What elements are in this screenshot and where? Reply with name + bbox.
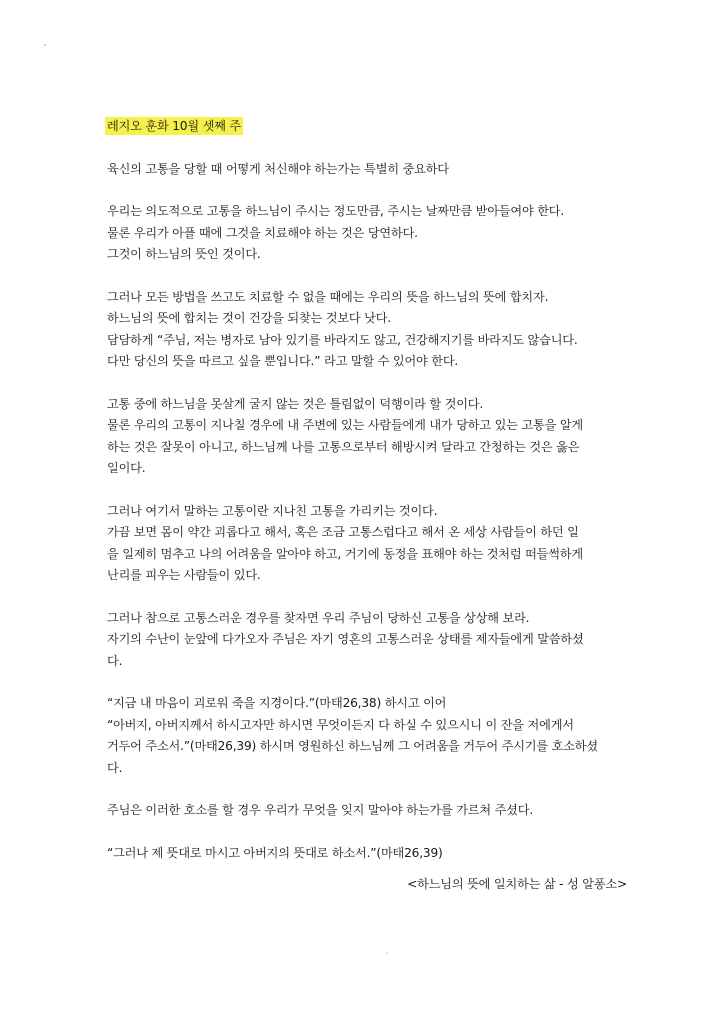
text-line: 거두어 주소서.”(마태26,39) 하시며 영원하신 하느님께 그 어려움을 거두어 주시기를 호소하셨 — [107, 739, 598, 753]
text-line: 을 일제히 멈추고 나의 어려움을 알아야 하고, 거기에 동정을 표해야 하는 것처럼 떠들썩하게 — [107, 546, 583, 561]
document-subtitle: 육신의 고통을 당할 때 어떻게 처신해야 하는가는 특별히 중요하다 — [107, 161, 449, 176]
text-line: 담담하게 “주님, 저는 병자로 남아 있기를 바라지도 않고, 건강해지기를 바라지도 않습니다. — [107, 332, 578, 347]
paragraph-8 — [107, 843, 627, 865]
scan-speck — [44, 44, 46, 46]
text-line: 우리는 의도적으로 고통을 하느님이 주시는 정도만큼, 주시는 날짜만큼 받아들여야 한다. — [107, 204, 565, 218]
text-line: 그러나 참으로 고통스러운 경우를 찾자면 우리 주님이 당하신 고통을 상상해 보라. — [107, 610, 530, 625]
paragraph-2 — [107, 287, 627, 373]
paragraph-7 — [107, 800, 627, 822]
paragraph-5 — [107, 608, 627, 673]
text-line: “아버지, 아버지께서 하시고자만 하시면 무엇이든지 다 하실 수 있으시니 이 잔을 저에게서 — [107, 717, 574, 732]
source-citation: <하느님의 뜻에 일치하는 삶 - 성 알퐁소> — [407, 877, 627, 891]
text-line: 가끔 보면 몸이 약간 괴롭다고 해서, 혹은 조금 고통스럽다고 해서 온 세상 사람들이 하던 일 — [107, 525, 579, 539]
text-line: 물론 우리가 아플 때에 그것을 치료해야 하는 것은 당연하다. — [107, 225, 418, 240]
text-line: “그러나 제 뜻대로 마시고 아버지의 뜻대로 하소서.”(마태26,39) — [107, 845, 443, 860]
paragraph-6 — [107, 693, 627, 779]
text-line: 다만 당신의 뜻을 따르고 싶을 뿐입니다.” 라고 말할 수 있어야 한다. — [107, 354, 459, 368]
paragraph-4 — [107, 501, 627, 587]
text-line: 그것이 하느님의 뜻인 것이다. — [107, 247, 261, 261]
text-line: 물론 우리의 고통이 지나칠 경우에 내 주변에 있는 사람들에게 내가 당하고 있는 고통을 알게 — [107, 418, 583, 432]
text-line: 자기의 수난이 눈앞에 다가오자 주님은 자기 영혼의 고통스러운 상태를 제자들에게 말씀하셨 — [107, 632, 584, 646]
text-line: 다. — [107, 760, 123, 775]
paragraph-3 — [107, 394, 627, 480]
text-line: 난리를 피우는 사람들이 있다. — [107, 568, 261, 582]
title-line — [107, 116, 627, 138]
text-line: 고통 중에 하느님을 못살게 굴지 않는 것은 틀림없이 덕행이라 할 것이다. — [107, 396, 484, 411]
text-line: 일이다. — [107, 461, 146, 475]
paragraph-1 — [107, 201, 627, 266]
text-line: 그러나 여기서 말하는 고통이란 지나친 고통을 가리키는 것이다. — [107, 503, 438, 518]
text-line: “지금 내 마음이 괴로워 죽을 지경이다.”(마태26,38) 하시고 이어 — [107, 696, 447, 710]
text-line: 하느님의 뜻에 합치는 것이 건강을 되찾는 것보다 낫다. — [107, 311, 392, 325]
document-title: 레지오 훈화 10월 셋째 주 — [107, 119, 241, 133]
scan-speck — [386, 952, 388, 954]
document-body — [107, 116, 627, 896]
text-line: 그러나 모든 방법을 쓰고도 치료할 수 없을 때에는 우리의 뜻을 하느님의 뜻에 합치자. — [107, 289, 549, 304]
text-line: 하는 것은 잘못이 아니고, 하느님께 나를 고통으로부터 해방시켜 달라고 간청하는 것은 옳은 — [107, 439, 580, 454]
text-line: 주님은 이러한 호소를 할 경우 우리가 무엇을 잊지 말아야 하는가를 가르쳐 주셨다. — [107, 803, 534, 817]
text-line: 다. — [107, 653, 123, 668]
